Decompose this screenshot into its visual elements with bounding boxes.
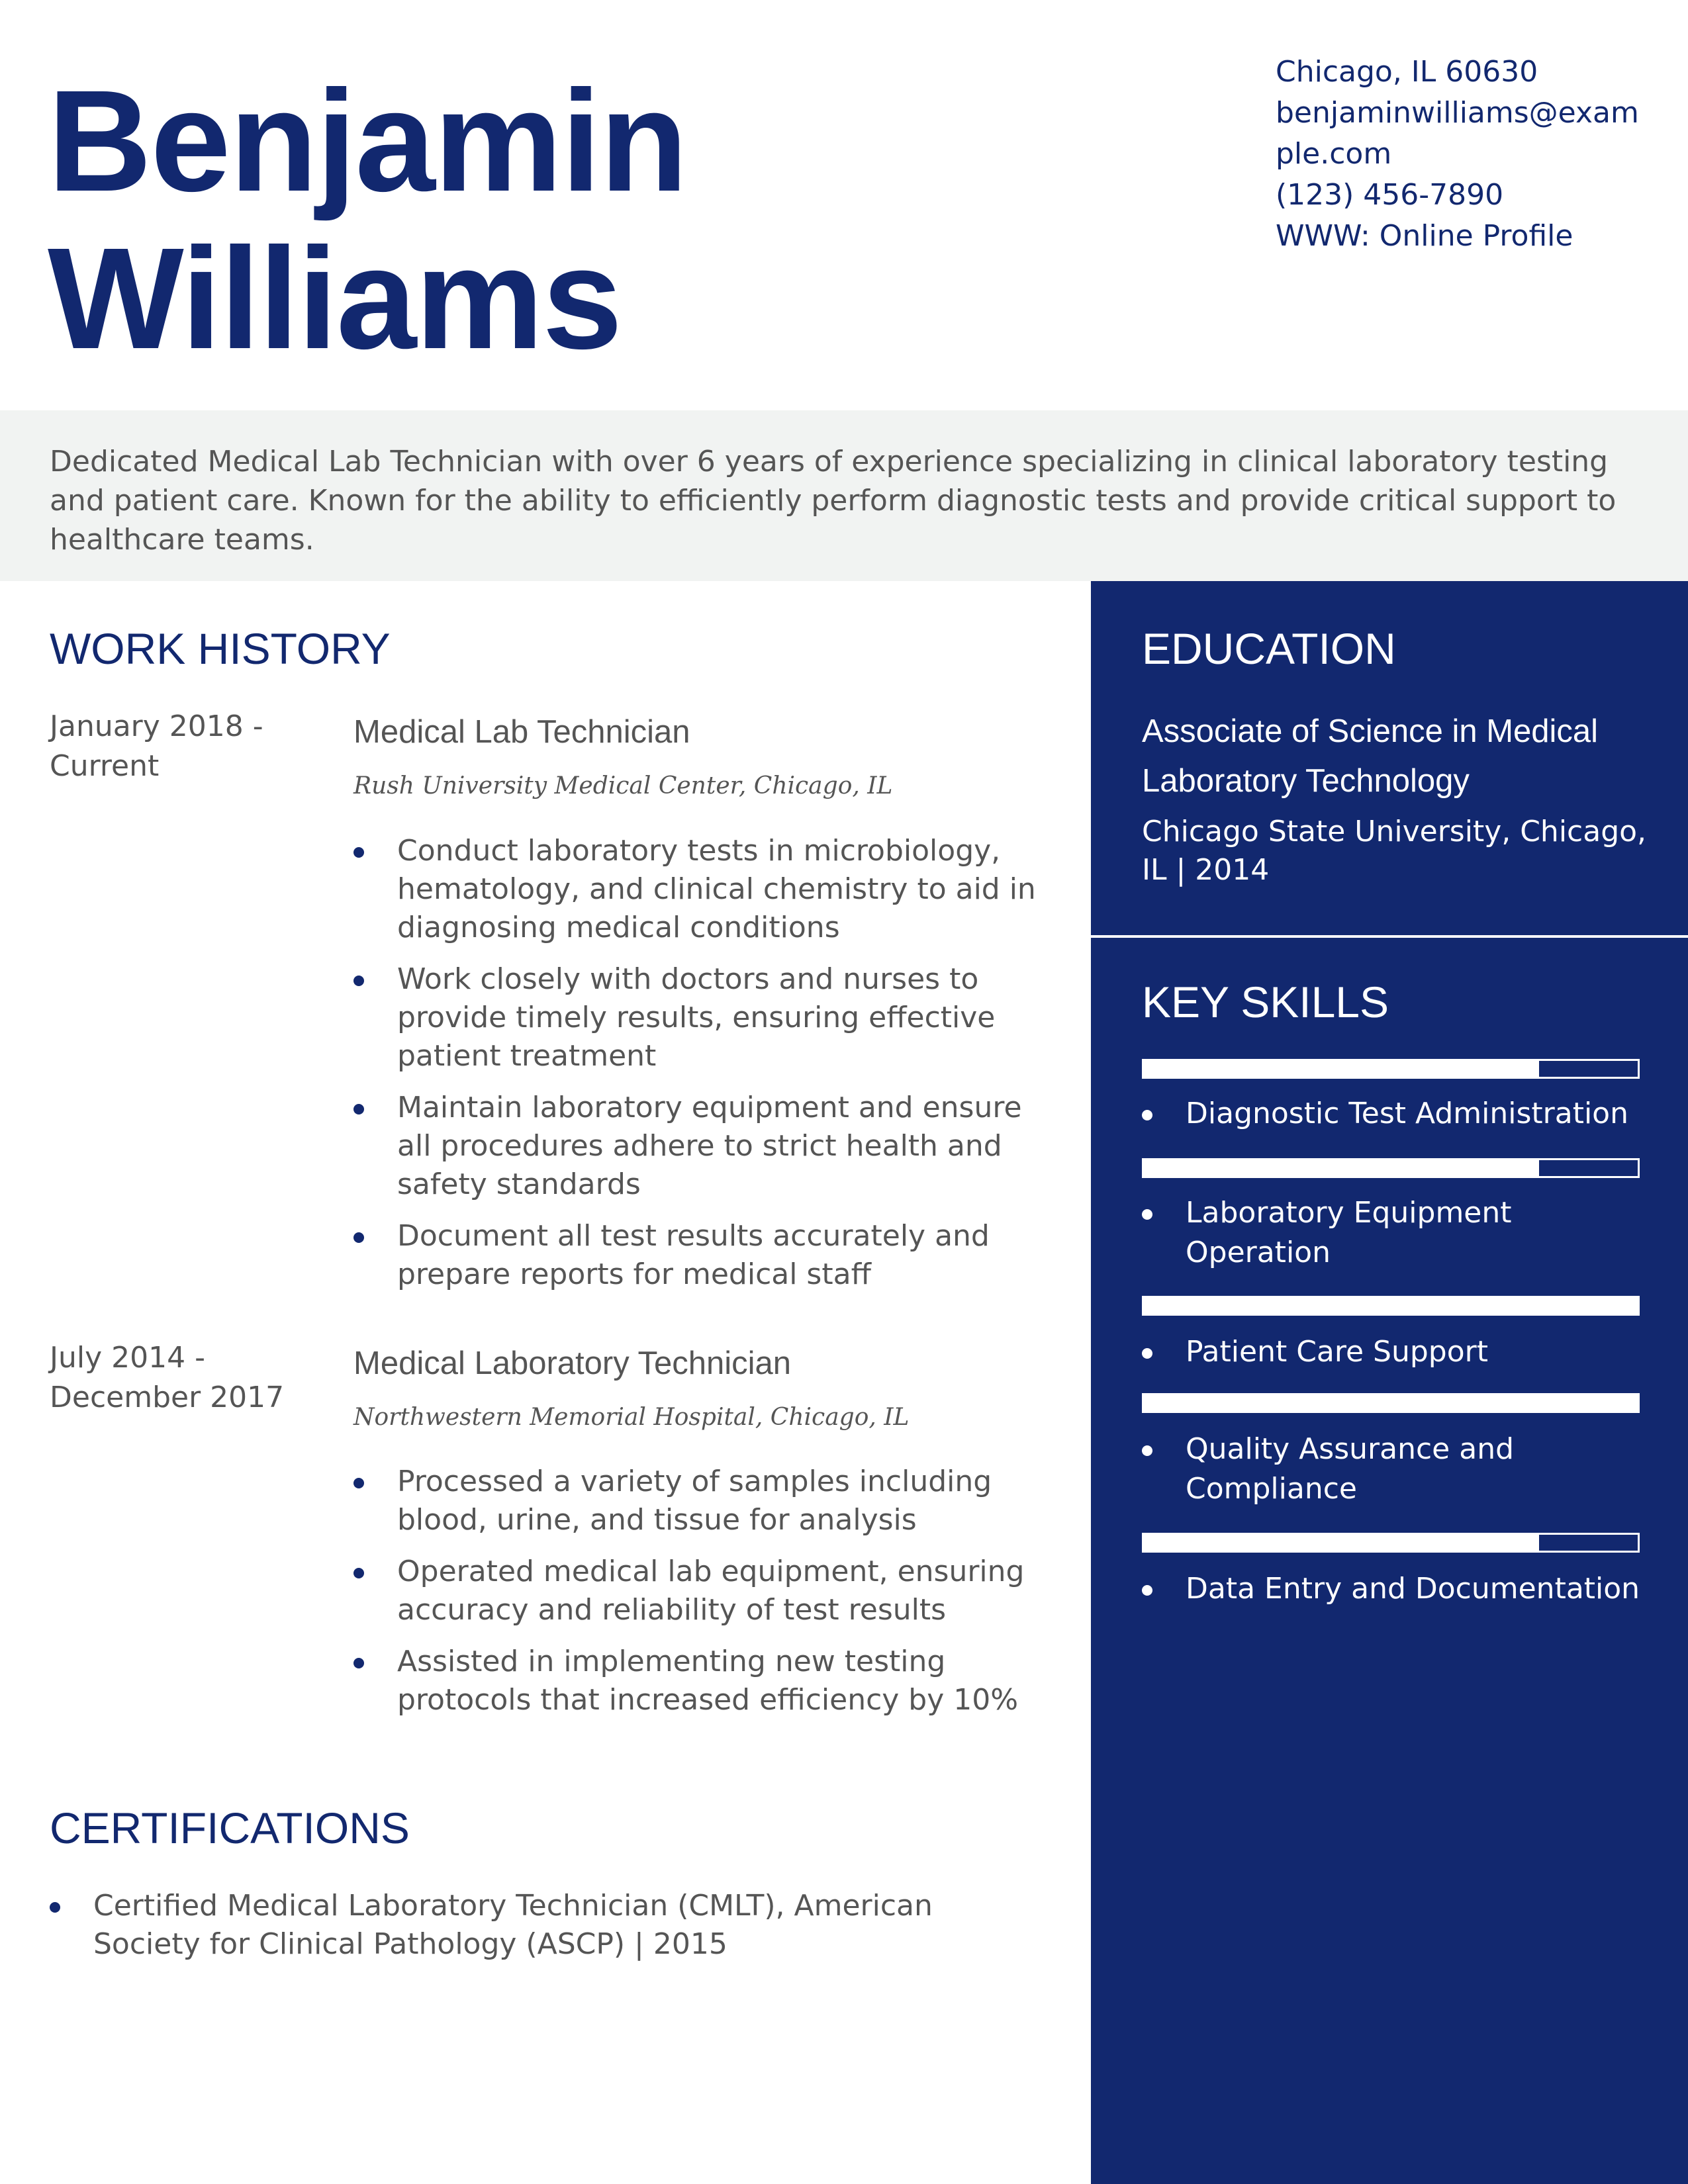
bullet-icon bbox=[1142, 1110, 1152, 1120]
job-title: Medical Laboratory Technician bbox=[353, 1345, 791, 1381]
skill-level-bar bbox=[1142, 1059, 1640, 1079]
list-item: Document all test results accurately and prepare reports for medical staff bbox=[353, 1217, 1055, 1294]
job-employer: Northwestern Memorial Hospital, Chicago, IL bbox=[353, 1404, 910, 1431]
bullet-icon bbox=[1142, 1585, 1152, 1596]
certifications-list bbox=[50, 1887, 1029, 1977]
skill-level-bar bbox=[1142, 1158, 1640, 1178]
contact-block bbox=[1276, 52, 1646, 257]
bullet-icon bbox=[50, 1902, 60, 1913]
bullet-icon bbox=[353, 847, 364, 858]
job-bullets bbox=[353, 832, 1055, 1307]
job-dates: July 2014 - December 2017 bbox=[50, 1341, 285, 1414]
list-item: Processed a variety of samples including blood, urine, and tissue for analysis bbox=[353, 1463, 1055, 1539]
job-employer: Rush University Medical Center, Chicago, IL bbox=[353, 772, 893, 799]
first-name: Benjamin bbox=[48, 61, 687, 222]
skill-item: Diagnostic Test Administration bbox=[1142, 1094, 1658, 1134]
degree: Associate of Science in Medical Laboratory Technology bbox=[1142, 713, 1599, 799]
sidebar-divider bbox=[1091, 935, 1688, 938]
bullet-icon bbox=[353, 1232, 364, 1243]
phone: (123) 456-7890 bbox=[1276, 178, 1504, 212]
list-item: Work closely with doctors and nurses to provide timely results, ensuring effective patient treatment bbox=[353, 960, 1055, 1075]
bullet-icon bbox=[353, 1658, 364, 1668]
bullet-icon bbox=[1142, 1209, 1152, 1220]
certifications-heading: CERTIFICATIONS bbox=[50, 1803, 410, 1852]
list-item: Certified Medical Laboratory Technician (CMLT), American Society for Clinical Pathology (ASCP) | 2015 bbox=[50, 1887, 1029, 1964]
skill-level-bar bbox=[1142, 1533, 1640, 1553]
bullet-icon bbox=[353, 1568, 364, 1578]
bullet-icon bbox=[353, 1478, 364, 1488]
last-name: Williams bbox=[48, 218, 622, 379]
skill-item: Data Entry and Documentation bbox=[1142, 1569, 1658, 1609]
bullet-icon bbox=[353, 1104, 364, 1115]
skill-level-bar bbox=[1142, 1393, 1640, 1413]
list-item: Conduct laboratory tests in microbiology, hematology, and clinical chemistry to aid in diagnosing medical conditions bbox=[353, 832, 1055, 947]
skill-item: Laboratory Equipment Operation bbox=[1142, 1193, 1658, 1273]
bullet-icon bbox=[353, 976, 364, 986]
bullet-icon bbox=[1142, 1348, 1152, 1359]
job-dates: January 2018 - Current bbox=[50, 709, 263, 783]
skill-item: Quality Assurance and Compliance bbox=[1142, 1430, 1658, 1509]
sidebar bbox=[1091, 581, 1688, 2184]
job-title: Medical Lab Technician bbox=[353, 714, 690, 750]
school: Chicago State University, Chicago, IL | 2014 bbox=[1142, 815, 1647, 887]
skill-item: Patient Care Support bbox=[1142, 1332, 1658, 1372]
key-skills-heading: KEY SKILLS bbox=[1142, 978, 1389, 1026]
list-item: Maintain laboratory equipment and ensure all procedures adhere to strict health and safety standards bbox=[353, 1089, 1055, 1204]
education-heading: EDUCATION bbox=[1142, 624, 1396, 673]
work-history-heading: WORK HISTORY bbox=[50, 624, 391, 673]
summary: Dedicated Medical Lab Technician with over 6 years of experience specializing in clinical laboratory testing and patient care. Known for the ability to efficiently perform diagnostic tests and provide critical support to healthcare teams. bbox=[0, 410, 1688, 581]
list-item: Assisted in implementing new testing protocols that increased efficiency by 10% bbox=[353, 1643, 1055, 1719]
email-link[interactable]: benjaminwilliams@example.com bbox=[1276, 96, 1639, 171]
website-link[interactable]: WWW: Online Profile bbox=[1276, 219, 1573, 253]
job-bullets bbox=[353, 1463, 1055, 1733]
bullet-icon bbox=[1142, 1445, 1152, 1456]
skill-level-bar bbox=[1142, 1296, 1640, 1316]
location: Chicago, IL 60630 bbox=[1276, 55, 1538, 89]
candidate-name bbox=[48, 63, 1173, 378]
list-item: Operated medical lab equipment, ensuring accuracy and reliability of test results bbox=[353, 1553, 1055, 1629]
